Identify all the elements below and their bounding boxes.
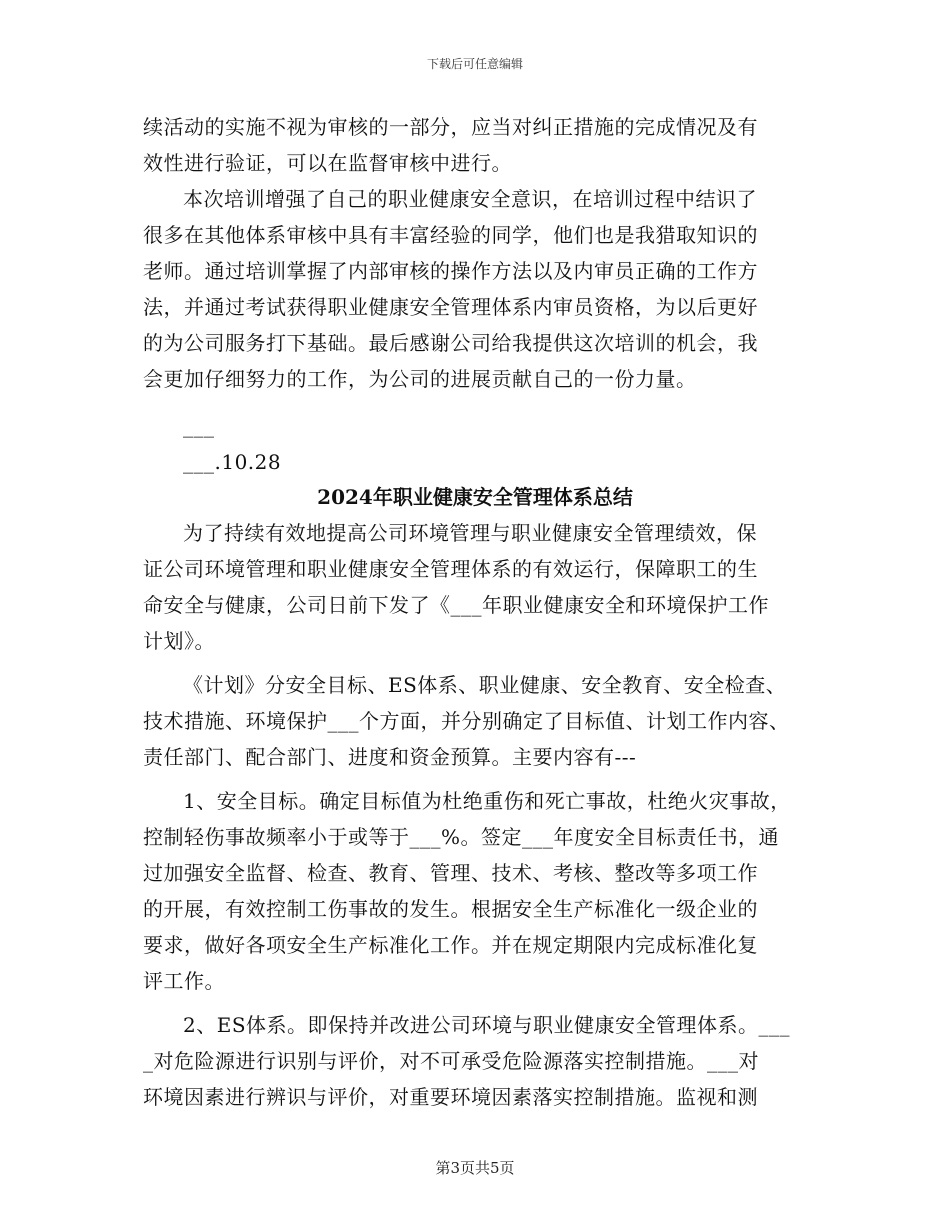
- text-line: 《计划》分安全目标、ES体系、职业健康、安全教育、安全检查、: [183, 673, 787, 697]
- text-line: 命安全与健康，公司日前下发了《___年职业健康安全和环境保护工作: [143, 593, 769, 617]
- text-line: 的为公司服务打下基础。最后感谢公司给我提供这次培训的机会，我: [143, 331, 758, 355]
- section-title: 2024年职业健康安全管理体系总结: [317, 485, 633, 509]
- text-line: 1、安全目标。确定目标值为杜绝重伤和死亡事故，杜绝火灾事故，: [183, 789, 791, 813]
- text-line: _对危险源进行识别与评价，对不可承受危险源落实控制措施。___对: [143, 1049, 759, 1073]
- text-line: 责任部门、配合部门、进度和资金预算。主要内容有---: [143, 745, 637, 769]
- text-line: 技术措施、环境保护___个方面，并分别确定了目标值、计划工作内容、: [143, 709, 790, 733]
- text-line: 评工作。: [143, 969, 225, 993]
- text-line: 的开展，有效控制工伤事故的发生。根据安全生产标准化一级企业的: [143, 897, 758, 921]
- text-line: 本次培训增强了自己的职业健康安全意识，在培训过程中结识了: [183, 187, 757, 211]
- text-line: 证公司环境管理和职业健康安全管理体系的有效运行，保障职工的生: [143, 557, 758, 581]
- text-line: 法，并通过考试获得职业健康安全管理体系内审员资格，为以后更好: [143, 295, 758, 319]
- text-line: 要求，做好各项安全生产标准化工作。并在规定期限内完成标准化复: [143, 933, 758, 957]
- text-line: 过加强安全监督、检查、教育、管理、技术、考核、整改等多项工作: [143, 861, 758, 885]
- text-line: 计划》。: [143, 629, 215, 653]
- date-line: ___.10.28: [183, 450, 282, 474]
- text-line: 环境因素进行辨识与评价，对重要环境因素落实控制措施。监视和测: [143, 1085, 758, 1109]
- text-line: 很多在其他体系审核中具有丰富经验的同学，他们也是我猎取知识的: [143, 223, 758, 247]
- text-line: 续活动的实施不视为审核的一部分，应当对纠正措施的完成情况及有: [143, 115, 758, 139]
- page-header: 下载后可任意编辑: [426, 57, 523, 71]
- text-line: 2、ES体系。即保持并改进公司环境与职业健康安全管理体系。___: [183, 1013, 791, 1037]
- page-footer: 第3页共5页: [435, 1159, 515, 1177]
- text-line: 为了持续有效地提高公司环境管理与职业健康安全管理绩效，保: [183, 521, 757, 545]
- text-line: 控制轻伤事故频率小于或等于___%。签定___年度安全目标责任书，通: [143, 825, 780, 849]
- text-line: 老师。通过培训掌握了内部审核的操作方法以及内审员正确的工作方: [143, 259, 758, 283]
- signature-blank: ___: [183, 414, 215, 438]
- text-line: 会更加仔细努力的工作，为公司的进展贡献自己的一份力量。: [143, 367, 697, 391]
- text-line: 效性进行验证，可以在监督审核中进行。: [143, 151, 512, 175]
